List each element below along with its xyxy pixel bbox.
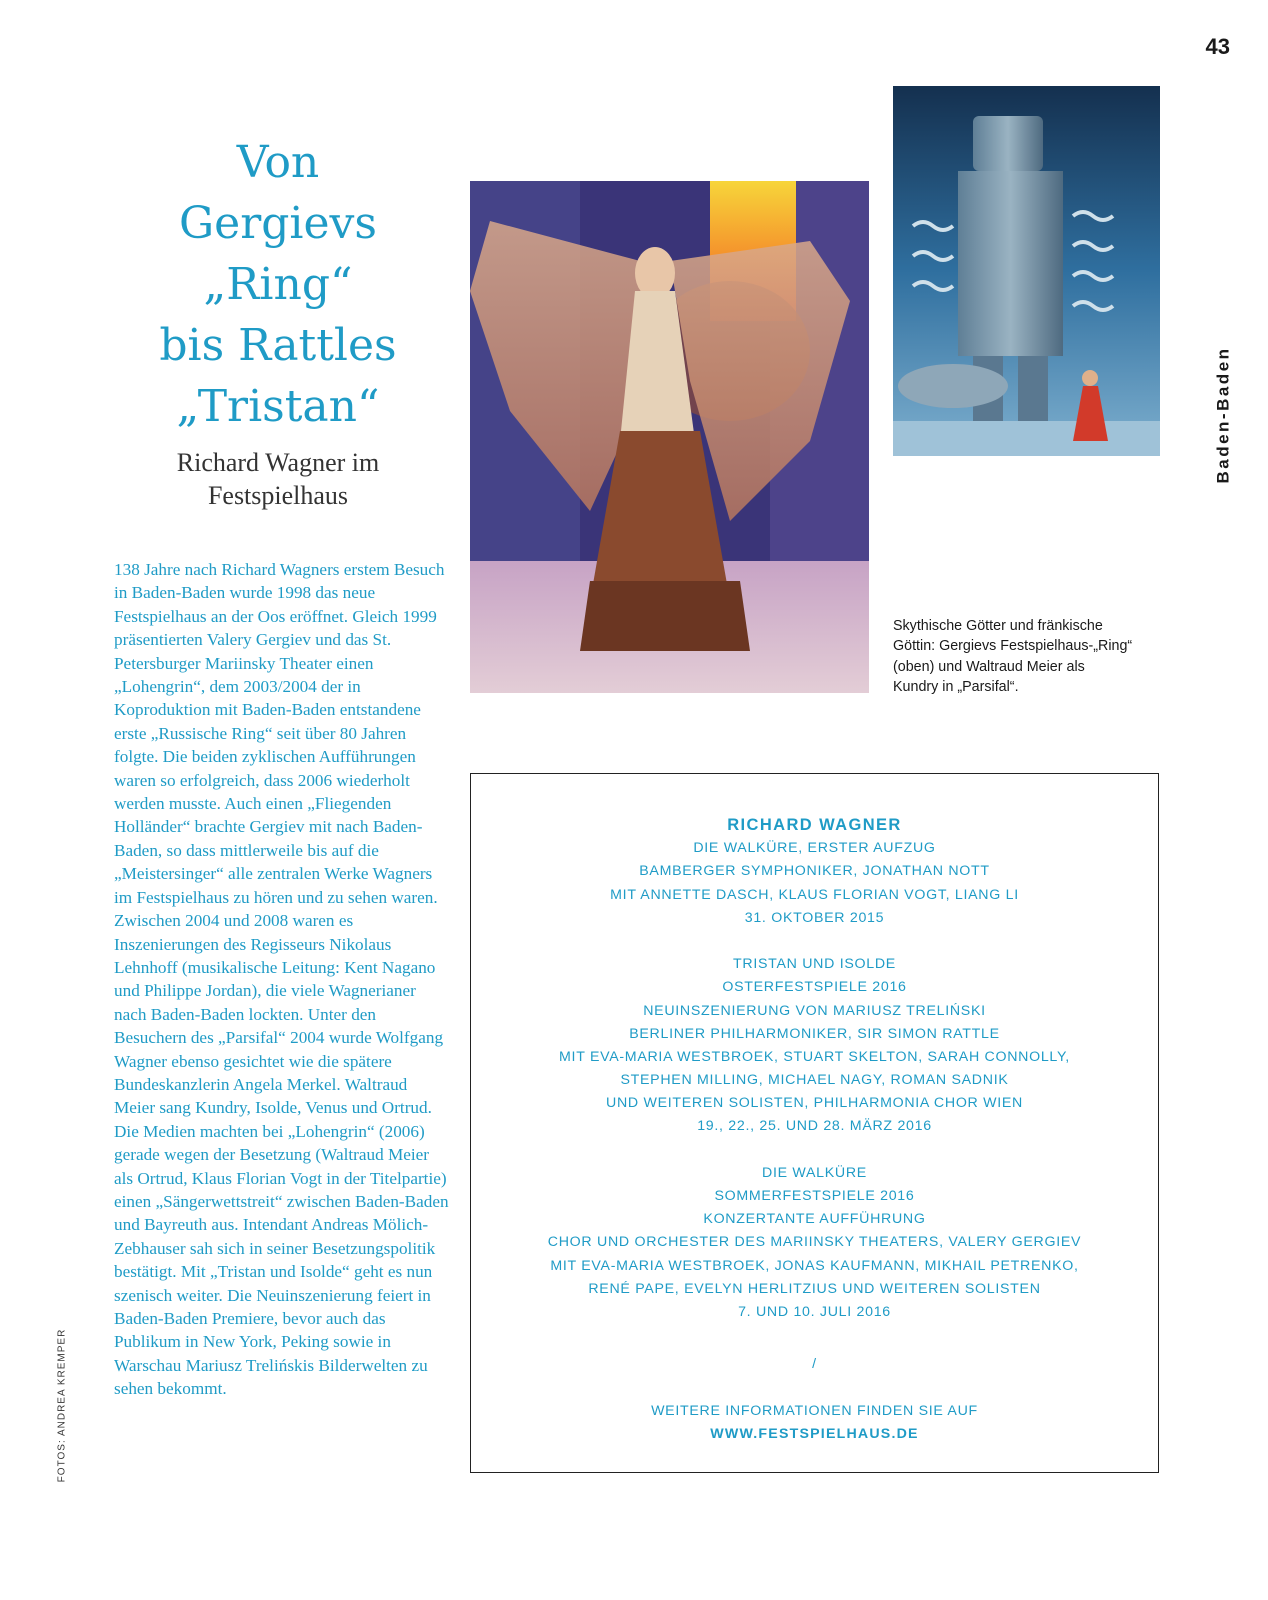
event-line: NEUINSZENIERUNG VON MARIUSZ TRELIŃSKI bbox=[643, 1002, 986, 1019]
event-line: CHOR UND ORCHESTER DES MARIINSKY THEATERS, VALERY GERGIEV bbox=[547, 1234, 1082, 1251]
headline-line: „Tristan“ bbox=[176, 381, 380, 432]
section-tab bbox=[1194, 347, 1254, 483]
opera-photo-ring bbox=[893, 86, 1160, 456]
stage-scene-illustration bbox=[893, 86, 1160, 456]
page-number: 43 bbox=[1205, 34, 1230, 59]
event-line: MIT ANNETTE DASCH, KLAUS FLORIAN VOGT, LIANG LI bbox=[610, 886, 1019, 903]
event-line: STEPHEN MILLING, MICHAEL NAGY, ROMAN SADNIK bbox=[620, 1072, 1009, 1089]
subtitle-line: Festspielhaus bbox=[207, 481, 349, 510]
event-line: DIE WALKÜRE bbox=[762, 1164, 867, 1181]
event-line: TRISTAN UND ISOLDE bbox=[733, 956, 896, 973]
article-headline bbox=[118, 132, 438, 437]
event-line: SOMMERFESTSPIELE 2016 bbox=[714, 1188, 915, 1204]
more-info-text: WEITERE INFORMATIONEN FINDEN SIE AUF bbox=[651, 1402, 978, 1419]
info-divider: / bbox=[812, 1356, 817, 1373]
headline-line: Von bbox=[236, 137, 320, 188]
event-line: UND WEITEREN SOLISTEN, PHILHARMONIA CHOR WIEN bbox=[606, 1095, 1023, 1112]
event-line: MIT EVA-MARIA WESTBROEK, STUART SKELTON, SARAH CONNOLLY, bbox=[559, 1048, 1070, 1065]
event-line: 19., 22., 25. UND 28. MÄRZ 2016 bbox=[697, 1118, 932, 1135]
headline-line: Gergievs bbox=[179, 198, 377, 249]
event-line: OSTERFESTSPIELE 2016 bbox=[722, 979, 907, 996]
event-line: DIE WALKÜRE, ERSTER AUFZUG bbox=[693, 840, 936, 857]
event-line: BAMBERGER SYMPHONIKER, JONATHAN NOTT bbox=[639, 863, 990, 880]
event-info-box bbox=[470, 773, 1159, 1473]
event-line: MIT EVA-MARIA WESTBROEK, JONAS KAUFMANN, MIKHAIL PETRENKO, bbox=[550, 1257, 1079, 1274]
event-line: RENÉ PAPE, EVELYN HERLITZIUS UND WEITEREN SOLISTEN bbox=[588, 1280, 1041, 1297]
subtitle-line: Richard Wagner im bbox=[176, 448, 380, 477]
photo-credit-label: FOTOS: ANDREA KREMPER bbox=[56, 1328, 68, 1482]
photo-caption: Skythische Götter und fränkische Göttin: Gergievs Festspielhaus-„Ring“ (oben) und Waltraud Meier als Kundry in „Parsifal“. bbox=[893, 618, 1133, 696]
stage-scene-illustration bbox=[470, 181, 869, 693]
article-body: 138 Jahre nach Richard Wagners erstem Besuch in Baden-Baden wurde 1998 das neue Festspielhaus an der Oos eröffnet. Gleich 1999 präsentierten Valery Gergiev und das St. Petersburger Mariinsky Theater einen „Lohengrin“, dem 2003/2004 der in Koproduktion mit Baden-Baden entstandene erste „Russische Ring“ seit über 80 Jahren folgte. Die beiden zyklischen Aufführungen waren so erfolgreich, dass 2006 wiederholt werden musste. Auch einen „Fliegenden Holländer“ brachte Gergiev mit nach Baden-Baden, so dass mittlerweile bis auf die „Meistersinger“ alle zentralen Werke Wagners im Festspielhaus zu hören und zu sehen waren. Zwischen 2004 und 2008 waren es Inszenierungen des Regisseurs Nikolaus Lehnhoff (musikalische Leitung: Kent Nagano und Philippe Jordan), die viele Wagnerianer nach Baden-Baden lockten. Unter den Besuchern des „Parsifal“ 2004 wurde Wolfgang Wagner ebenso gesichtet wie die spätere Bundeskanzlerin Angela Merkel. Waltraud Meier sang Kundry, Isolde, Venus und Ortrud. Die Medien machten bei „Lohengrin“ (2006) gerade wegen der Besetzung (Waltraud Meier als Ortrud, Klaus Florian Vogt in der Titelpartie) einen „Sängerwettstreit“ zwischen Baden-Baden und Bayreuth aus. Intendant Andreas Mölich-Zebhauser sah sich in seiner Besetzungspolitik bestätigt. Mit „Tristan und Isolde“ geht es nun szenisch weiter. Die Neuinszenierung feiert in Baden-Baden Premiere, bevor auch das Publikum in New York, Peking sowie in Warschau Mariusz Trelińskis Bilderwelten zu sehen bekommt. bbox=[114, 560, 449, 1399]
info-heading: RICHARD WAGNER bbox=[727, 816, 902, 834]
event-line: 7. UND 10. JULI 2016 bbox=[738, 1303, 891, 1320]
event-line: KONZERTANTE AUFFÜHRUNG bbox=[703, 1211, 926, 1228]
section-tab-label: Baden-Baden bbox=[1214, 346, 1234, 484]
event-line: 31. OKTOBER 2015 bbox=[744, 909, 885, 926]
event-line: BERLINER PHILHARMONIKER, SIR SIMON RATTLE bbox=[629, 1025, 1000, 1042]
website-link[interactable]: WWW.FESTSPIELHAUS.DE bbox=[710, 1425, 919, 1442]
headline-line: „Ring“ bbox=[203, 259, 353, 310]
opera-photo-parsifal bbox=[470, 181, 869, 693]
headline-line: bis Rattles bbox=[159, 320, 397, 371]
photo-credit bbox=[38, 1330, 86, 1480]
article-subtitle bbox=[118, 446, 438, 512]
